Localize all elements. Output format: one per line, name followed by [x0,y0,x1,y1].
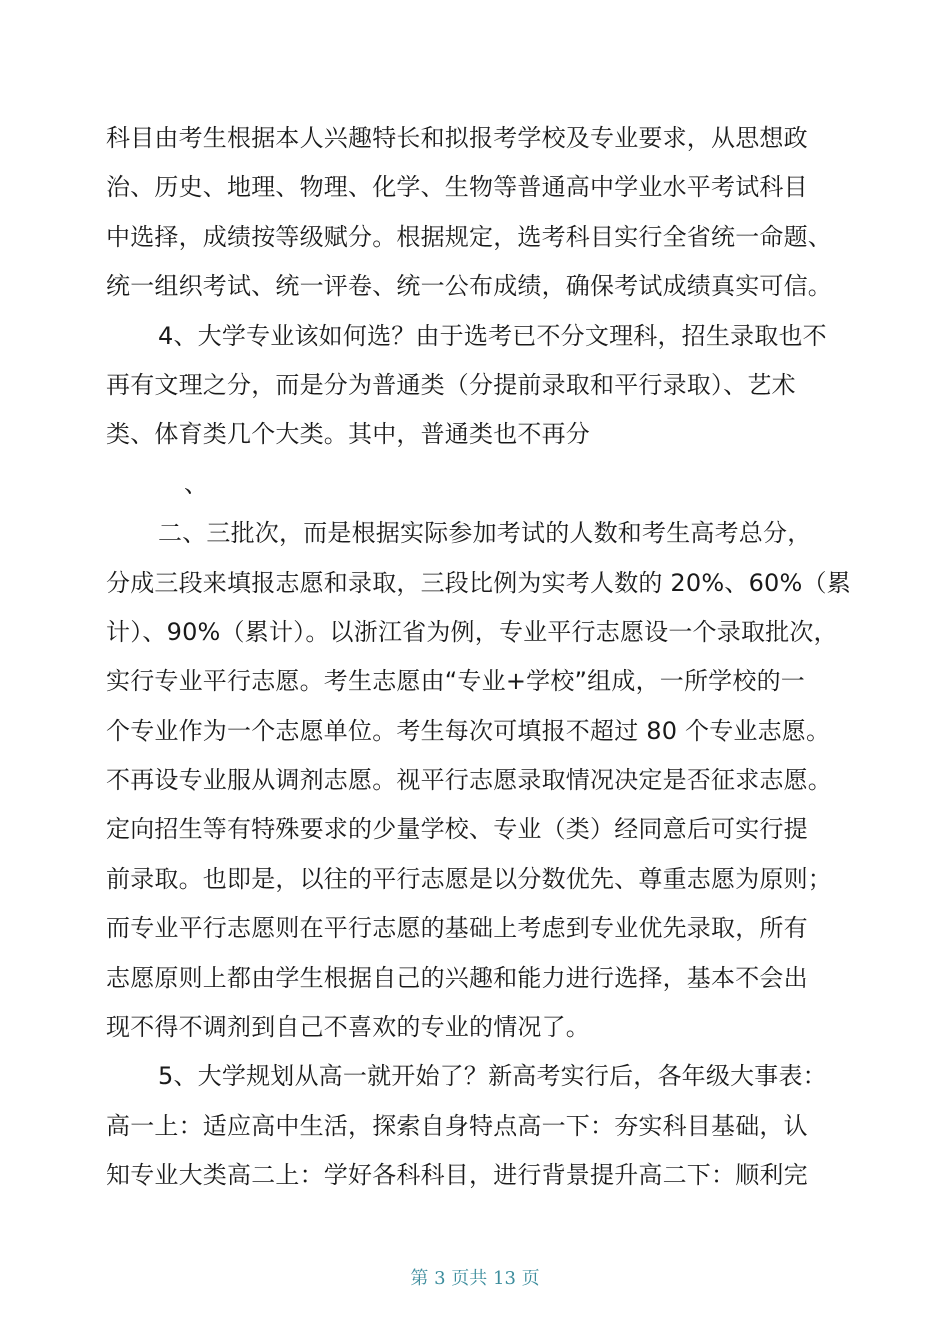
paragraph-start-line: 5、大学规划从高一就开始了？新高考实行后，各年级大事表： [158,1062,827,1091]
text-line: 实行专业平行志愿。考生志愿由“专业+学校”组成，一所学校的一 [106,667,805,696]
text-line: 知专业大类高二上：学好各科科目，进行背景提升高二下：顺利完 [106,1161,808,1190]
text-line: 而专业平行志愿则在平行志愿的基础上考虑到专业优先录取，所有 [106,914,808,943]
text-line: 前录取。也即是，以往的平行志愿是以分数优先、尊重志愿为原则； [106,864,832,893]
text-line: 科目由考生根据本人兴趣特长和拟报考学校及专业要求，从思想政 [106,124,808,152]
text-line: 分成三段来填报志愿和录取，三段比例为实考人数的 20%、60%（累 [106,568,851,597]
paragraph-start-line: 二、三批次，而是根据实际参加考试的人数和考生高考总分， [158,519,812,548]
text-line: 统一组织考试、统一评卷、统一公布成绩，确保考试成绩真实可信。 [106,272,832,301]
text-line: 中选择，成绩按等级赋分。根据规定，选考科目实行全省统一命题、 [106,222,832,251]
text-line: 计）、90%（累计）。以浙江省为例，专业平行志愿设一个录取批次， [106,617,838,646]
page-number-footer: 第 3 页共 13 页 [410,1268,540,1289]
text-line: 再有文理之分，而是分为普通类（分提前录取和平行录取）、艺术 [106,370,796,399]
body-text [106,114,866,1201]
text-line: 不再设专业服从调剂志愿。视平行志愿录取情况决定是否征求志愿。 [106,766,832,795]
text-line: 个专业作为一个志愿单位。考生每次可填报不超过 80 个专业志愿。 [106,716,831,745]
text-line: 高一上：适应高中生活，探索自身特点高一下：夯实科目基础，认 [106,1111,808,1140]
paragraph-start-line: 4、大学专业该如何选？由于选考已不分文理科，招生录取也不 [158,321,827,350]
text-line: 治、历史、地理、物理、化学、生物等普通高中学业水平考试科目 [106,173,808,202]
text-line: 类、体育类几个大类。其中，普通类也不再分 [106,420,590,449]
text-line: 志愿原则上都由学生根据自己的兴趣和能力进行选择，基本不会出 [106,963,808,992]
stray-mark-line: 、 [184,469,209,498]
text-line: 现不得不调剂到自己不喜欢的专业的情况了。 [106,1013,590,1042]
text-line: 定向招生等有特殊要求的少量学校、专业（类）经同意后可实行提 [106,815,808,844]
